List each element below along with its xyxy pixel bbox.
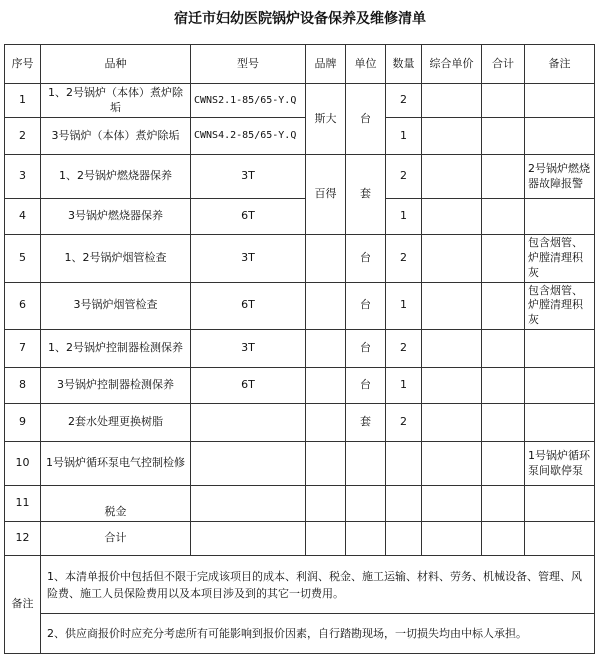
note-line-2: 2、供应商报价时应充分考虑所有可能影响到报价因素，自行踏勘现场，一切损失均由中标人承担。	[41, 614, 595, 654]
row-remark: 2号锅炉燃烧器故障报警	[525, 155, 595, 199]
row-item: 税金	[41, 486, 191, 522]
row-no: 2	[5, 118, 41, 155]
row-no: 7	[5, 330, 41, 368]
row-total	[482, 235, 525, 283]
row-remark	[525, 84, 595, 118]
row-remark	[525, 199, 595, 235]
row-remark	[525, 118, 595, 155]
row-qty: 1	[386, 282, 422, 330]
header-unit-price: 综合单价	[422, 45, 482, 84]
row-unit-price	[422, 330, 482, 368]
row-qty: 2	[386, 155, 422, 199]
row-unit: 台	[346, 84, 386, 155]
note-line-1: 1、本清单报价中包括但不限于完成该项目的成本、利润、税金、施工运输、材料、劳务、机械设备、管理、风险费、施工人员保险费用以及本项目涉及到的其它一切费用。	[41, 556, 595, 614]
notes-row	[5, 556, 595, 614]
row-unit: 台	[346, 235, 386, 283]
row-model: 6T	[191, 368, 306, 404]
row-brand	[306, 442, 346, 486]
table-row	[5, 118, 595, 155]
row-unit	[346, 522, 386, 556]
row-remark	[525, 486, 595, 522]
row-remark	[525, 522, 595, 556]
row-item: 3号锅炉烟管检查	[41, 282, 191, 330]
row-brand	[306, 330, 346, 368]
row-total	[482, 486, 525, 522]
row-total	[482, 118, 525, 155]
header-brand: 品牌	[306, 45, 346, 84]
table-row	[5, 235, 595, 283]
header-unit: 单位	[346, 45, 386, 84]
row-model: 6T	[191, 199, 306, 235]
row-qty	[386, 522, 422, 556]
row-item: 1、2号锅炉燃烧器保养	[41, 155, 191, 199]
row-brand: 斯大	[306, 84, 346, 155]
row-unit-price	[422, 282, 482, 330]
row-qty: 2	[386, 235, 422, 283]
table-row	[5, 522, 595, 556]
row-brand	[306, 235, 346, 283]
row-unit-price	[422, 199, 482, 235]
row-item: 3号锅炉燃烧器保养	[41, 199, 191, 235]
row-total	[482, 404, 525, 442]
header-remark: 备注	[525, 45, 595, 84]
row-model: CWNS4.2-85/65-Y.Q	[191, 118, 306, 155]
row-qty	[386, 442, 422, 486]
row-qty: 2	[386, 404, 422, 442]
row-no: 4	[5, 199, 41, 235]
row-model: CWNS2.1-85/65-Y.Q	[191, 84, 306, 118]
table-row	[5, 404, 595, 442]
row-total	[482, 282, 525, 330]
row-total	[482, 368, 525, 404]
row-no: 5	[5, 235, 41, 283]
row-model	[191, 522, 306, 556]
page-title: 宿迁市妇幼医院锅炉设备保养及维修清单	[174, 11, 426, 27]
row-unit-price	[422, 486, 482, 522]
row-total	[482, 84, 525, 118]
header-model: 型号	[191, 45, 306, 84]
row-item: 3号锅炉控制器检测保养	[41, 368, 191, 404]
row-unit	[346, 486, 386, 522]
header-qty: 数量	[386, 45, 422, 84]
row-brand	[306, 368, 346, 404]
row-item: 1、2号锅炉控制器检测保养	[41, 330, 191, 368]
row-remark: 1号锅炉循环泵间歇停泵	[525, 442, 595, 486]
row-item: 1、2号锅炉烟管检查	[41, 235, 191, 283]
row-brand	[306, 486, 346, 522]
row-unit-price	[422, 155, 482, 199]
row-brand	[306, 282, 346, 330]
row-unit-price	[422, 522, 482, 556]
row-item: 2套水处理更换树脂	[41, 404, 191, 442]
row-model	[191, 404, 306, 442]
row-qty: 1	[386, 118, 422, 155]
table-row	[5, 84, 595, 118]
row-qty	[386, 486, 422, 522]
table-row	[5, 368, 595, 404]
notes-label: 备注	[5, 556, 41, 654]
row-total	[482, 522, 525, 556]
row-unit-price	[422, 84, 482, 118]
row-item: 合计	[41, 522, 191, 556]
header-item: 品种	[41, 45, 191, 84]
row-item: 1、2号锅炉（本体）煮炉除垢	[41, 84, 191, 118]
row-no: 8	[5, 368, 41, 404]
row-no: 3	[5, 155, 41, 199]
table-row	[5, 486, 595, 522]
row-unit: 台	[346, 330, 386, 368]
row-unit: 套	[346, 404, 386, 442]
row-item: 1号锅炉循环泵电气控制检修	[41, 442, 191, 486]
row-unit-price	[422, 404, 482, 442]
row-unit	[346, 442, 386, 486]
row-qty: 2	[386, 84, 422, 118]
row-model: 3T	[191, 330, 306, 368]
row-brand	[306, 404, 346, 442]
header-total: 合计	[482, 45, 525, 84]
header-no: 序号	[5, 45, 41, 84]
table-row	[5, 442, 595, 486]
row-remark	[525, 330, 595, 368]
row-total	[482, 442, 525, 486]
row-no: 10	[5, 442, 41, 486]
table-row	[5, 282, 595, 330]
table-row	[5, 155, 595, 199]
row-item: 3号锅炉（本体）煮炉除垢	[41, 118, 191, 155]
row-model: 3T	[191, 235, 306, 283]
row-remark	[525, 368, 595, 404]
row-qty: 1	[386, 199, 422, 235]
row-unit: 台	[346, 368, 386, 404]
row-total	[482, 155, 525, 199]
row-remark: 包含烟管、炉膛清理积灰	[525, 282, 595, 330]
row-unit: 套	[346, 155, 386, 235]
maintenance-list-table	[4, 44, 595, 654]
row-unit-price	[422, 368, 482, 404]
header-row	[5, 45, 595, 84]
row-total	[482, 330, 525, 368]
row-brand	[306, 522, 346, 556]
table-row	[5, 199, 595, 235]
row-no: 1	[5, 84, 41, 118]
row-unit-price	[422, 442, 482, 486]
row-no: 11	[5, 486, 41, 522]
row-no: 12	[5, 522, 41, 556]
row-model: 3T	[191, 155, 306, 199]
row-unit-price	[422, 118, 482, 155]
row-no: 9	[5, 404, 41, 442]
row-qty: 1	[386, 368, 422, 404]
row-unit-price	[422, 235, 482, 283]
notes-row	[5, 614, 595, 654]
row-no: 6	[5, 282, 41, 330]
row-model	[191, 486, 306, 522]
row-remark: 包含烟管、炉膛清理积灰	[525, 235, 595, 283]
row-remark	[525, 404, 595, 442]
row-model	[191, 442, 306, 486]
row-model: 6T	[191, 282, 306, 330]
table-row	[5, 330, 595, 368]
row-unit: 台	[346, 282, 386, 330]
row-qty: 2	[386, 330, 422, 368]
row-total	[482, 199, 525, 235]
row-brand: 百得	[306, 155, 346, 235]
